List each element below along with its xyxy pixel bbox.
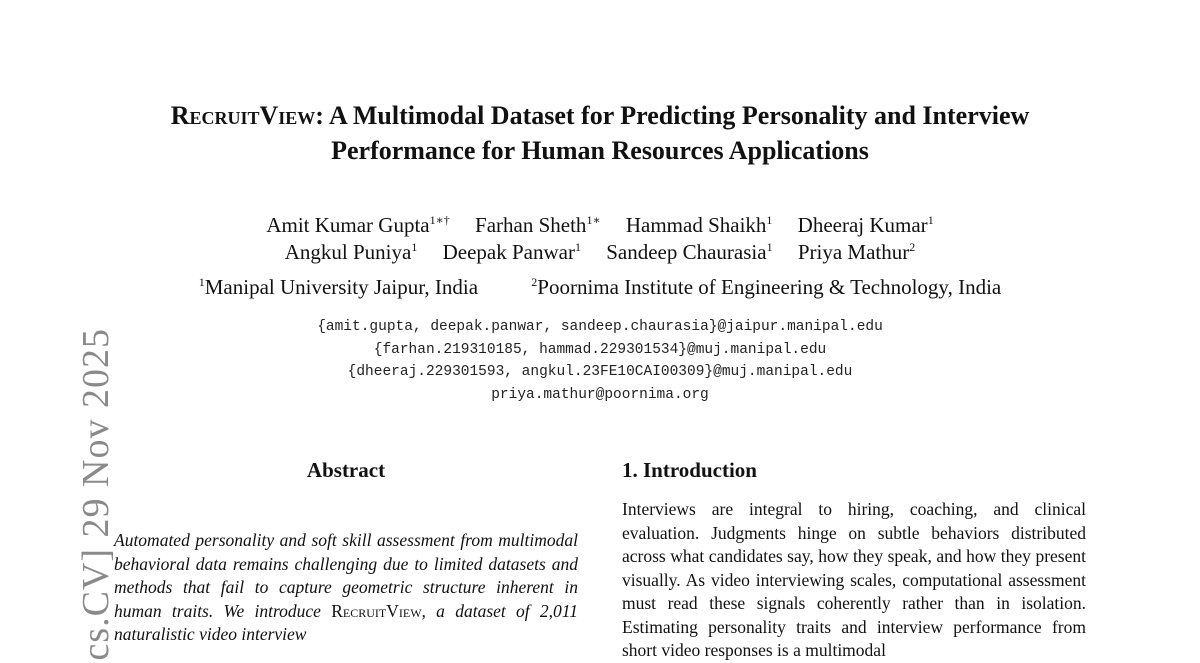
author-list <box>0 212 1200 266</box>
author: Priya Mathur$^2$ <box>797 240 916 264</box>
author: Dheeraj Kumar$^1$ <box>797 213 934 237</box>
title-line1-rest: : A Multimodal Dataset for Predicting Personality and Interview <box>315 101 1030 130</box>
abstract-dataset-name: RecruitView <box>331 600 422 621</box>
email-line: {amit.gupta, deepak.panwar, sandeep.chaurasia}@jaipur.manipal.edu <box>317 319 883 335</box>
affiliation: $^1$Manipal University Jaipur, India <box>198 275 479 299</box>
author: Farhan Sheth$^{1∗}$ <box>475 213 601 237</box>
email-line: {farhan.219310185, hammad.229301534}@muj.manipal.edu <box>373 341 827 358</box>
author: Deepak Panwar$^1$ <box>442 240 581 264</box>
introduction-text: Interviews are integral to hiring, coaching, and clinical evaluation. Judgments hinge on subtle behaviors distributed across what candidates say, how they speak, and how they present visually. As video interviewing scales, computational assessment must read these signals coherently rather than in isolation. Estimating personality traits and interview performance from short video responses is a multimodal <box>622 499 1086 660</box>
paper-title <box>80 98 1120 168</box>
title-line2: Performance for Human Resources Applications <box>331 136 869 165</box>
abstract-text: Automated personality and soft skill assessment from multimodal behavioral data remains challenging due to limited datasets and methods that fail to capture geometric structure inherent in human traits. We introduce RecruitView, a dataset of 2,011 naturalistic video interview <box>114 530 578 644</box>
author-row-2 <box>0 239 1200 266</box>
author-row-1 <box>0 212 1200 239</box>
author: Amit Kumar Gupta$^{1∗\dagger}$ <box>266 213 450 237</box>
email-line: {dheeraj.229301593, angkul.23FE10CAI00309}@muj.manipal.edu <box>347 364 853 380</box>
introduction-heading: 1. Introduction <box>622 458 757 482</box>
affiliations <box>0 275 1200 300</box>
author: Sandeep Chaurasia$^1$ <box>606 240 773 264</box>
affiliation: $^2$Poornima Institute of Engineering & Technology, India <box>531 275 1002 299</box>
email-line: priya.mathur@poornima.org <box>491 386 709 403</box>
author: Hammad Shaikh$^1$ <box>625 213 773 237</box>
title-dataset-name: RecruitView <box>170 101 316 130</box>
email-block <box>0 316 1200 406</box>
arxiv-stamp: cs.CV] 29 Nov 2025 <box>75 328 117 661</box>
abstract-heading: Abstract <box>306 458 386 482</box>
author: Angkul Puniya$^1$ <box>284 240 418 264</box>
